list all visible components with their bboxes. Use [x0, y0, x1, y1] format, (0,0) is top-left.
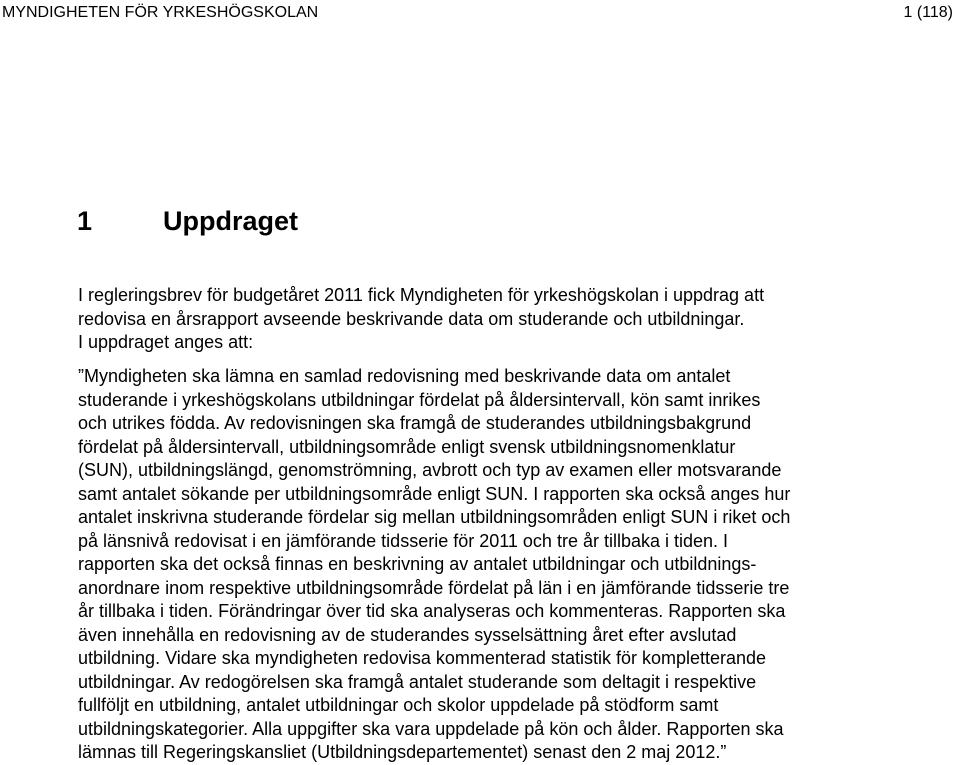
intro-line: I uppdraget anges att: [78, 332, 254, 352]
chapter-heading [77, 204, 298, 238]
quote-line: utbildningar. Av redogörelsen ska framgå antalet studerande som deltagit i respektive [78, 671, 757, 692]
quote-line: samt antalet sökande per utbildningsområde enligt SUN. I rapporten ska också anges hur [78, 483, 791, 504]
quote-line: ”Myndigheten ska lämna en samlad redovisning med beskrivande data om antalet [78, 366, 731, 386]
quote-line: antalet inskrivna studerande fördelar sig mellan utbildningsområden enligt SUN i riket och [78, 507, 791, 527]
quote-line: och utrikes födda. Av redovisningen ska framgå de studerandes utbildningsbakgrund [78, 413, 752, 433]
quote-line: studerande i yrkeshögskolans utbildningar fördelat på åldersintervall, kön samt inrikes [78, 389, 761, 410]
quote-line: lämnas till Regeringskansliet (Utbildningsdepartementet) senast den 2 maj 2012.” [78, 742, 727, 762]
quote-line: fördelat på åldersintervall, utbildningsområde enligt svensk utbildningsnomenklatur [78, 436, 736, 457]
quote-line: utbildningskategorier. Alla uppgifter ska vara uppdelade på kön och ålder. Rapporten ska [78, 718, 784, 739]
intro-line: redovisa en årsrapport avseende beskrivande data om studerande och utbildningar. [78, 308, 745, 329]
quote-line: år tillbaka i tiden. Förändringar över tid ska analyseras och kommenteras. Rapporten ska [78, 601, 786, 621]
chapter-number: 1 [77, 206, 93, 236]
quote-line: fullföljt en utbildning, antalet utbildningar och skolor uppdelade på stödform samt [78, 695, 719, 715]
quote-line: anordnare inom respektive utbildningsområde fördelat på län i en jämförande tidsserie tre [78, 577, 790, 598]
quote-line: på länsnivå redovisat i en jämförande tidsserie för 2011 och tre år tillbaka i tiden. I [78, 530, 729, 551]
organization-name: MYNDIGHETEN FÖR YRKESHÖGSKOLAN [2, 4, 319, 21]
quoted-assignment [78, 365, 868, 765]
quote-line: utbildning. Vidare ska myndigheten redovisa kommenterad statistik för kompletterande [78, 648, 767, 668]
quote-line: (SUN), utbildningslängd, genomströmning, avbrott och typ av examen eller motsvarande [78, 460, 782, 480]
intro-line: I regleringsbrev för budgetåret 2011 fick Myndigheten för yrkeshögskolan i uppdrag att [78, 285, 765, 305]
quote-line: rapporten ska det också finnas en beskrivning av antalet utbildningar och utbildnings- [78, 554, 757, 574]
page-number: 1 (118) [903, 4, 953, 21]
quote-line: även innehålla en redovisning av de studerandes sysselsättning året efter avslutad [78, 624, 737, 645]
intro-paragraph [78, 284, 848, 355]
chapter-title: Uppdraget [163, 206, 298, 236]
